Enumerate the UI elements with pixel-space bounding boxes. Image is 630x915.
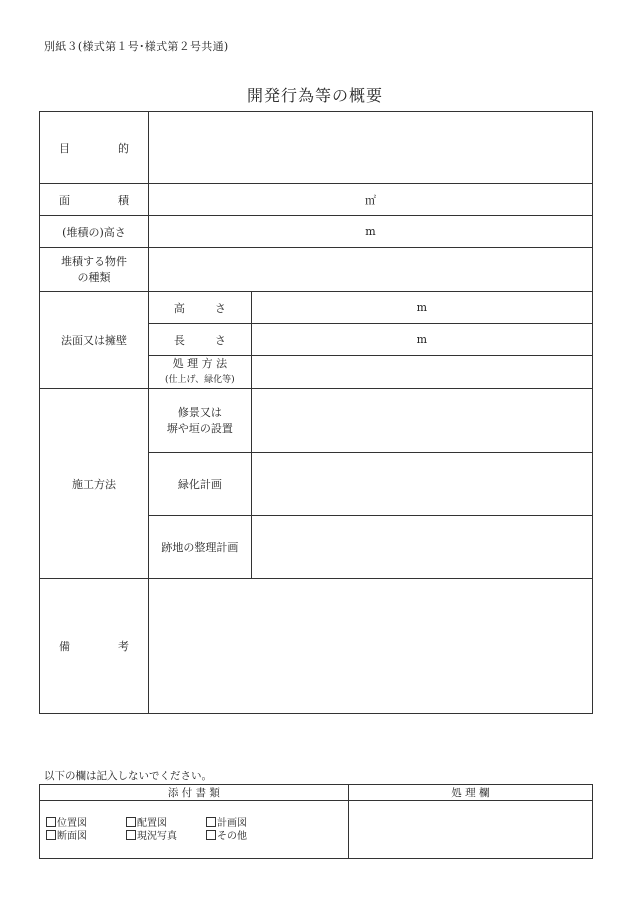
- slope-length-label: 長 さ: [148, 324, 251, 356]
- checkbox-other[interactable]: その他: [206, 830, 286, 843]
- site-restore-value[interactable]: [251, 516, 592, 579]
- area-row: [40, 184, 593, 216]
- slope-length-unit: m: [416, 333, 428, 346]
- area-unit: ㎡: [364, 193, 376, 207]
- area-label: 面 積: [40, 184, 149, 216]
- process-header: 処 理 欄: [348, 785, 592, 801]
- checkbox-section-map[interactable]: 断面図: [46, 830, 126, 843]
- slope-height-value[interactable]: [251, 292, 592, 324]
- slope-height-row: [40, 292, 593, 324]
- checkbox-icon: [46, 817, 56, 827]
- slope-height-label: 高 さ: [148, 292, 251, 324]
- checkbox-icon: [46, 830, 56, 840]
- greening-label: 緑化計画: [148, 453, 251, 516]
- purpose-row: [40, 112, 593, 184]
- remarks-value[interactable]: [148, 579, 592, 714]
- remarks-row: [40, 579, 593, 714]
- checkbox-icon: [126, 817, 136, 827]
- treatment-sub-label: (仕上げ、緑化等): [165, 375, 235, 385]
- landscape-label: 修景又は 塀や垣の設置: [148, 389, 251, 453]
- treatment-value[interactable]: [251, 356, 592, 389]
- process-cell: [348, 801, 592, 859]
- slope-label: 法面又は擁壁: [40, 292, 149, 389]
- treatment-label: 処 理 方 法 (仕上げ、緑化等): [148, 356, 251, 389]
- overview-table: [39, 111, 593, 714]
- checkbox-layout-map[interactable]: 配置図: [126, 817, 206, 830]
- site-restore-label: 跡地の整理計画: [148, 516, 251, 579]
- greening-value[interactable]: [251, 453, 592, 516]
- construction-label: 施工方法: [40, 389, 149, 579]
- office-use-table: [39, 784, 593, 859]
- material-label: 堆積する物件 の種類: [40, 248, 149, 292]
- attach-checkboxes: [40, 801, 349, 859]
- purpose-value[interactable]: [148, 112, 592, 184]
- header-note: 別紙３(様式第１号･様式第２号共通): [44, 40, 229, 53]
- landscape-value[interactable]: [251, 389, 592, 453]
- slope-height-unit: m: [416, 301, 428, 314]
- checkbox-icon: [206, 817, 216, 827]
- slope-length-value[interactable]: [251, 324, 592, 356]
- area-value[interactable]: [148, 184, 592, 216]
- footer-note: 以下の欄は記入しないでください。: [44, 770, 212, 782]
- height-row: [40, 216, 593, 248]
- purpose-label: 目 的: [40, 112, 149, 184]
- checkbox-icon: [206, 830, 216, 840]
- checkbox-plan-map[interactable]: 計画図: [206, 817, 286, 830]
- height-value[interactable]: [148, 216, 592, 248]
- landscape-row: [40, 389, 593, 453]
- remarks-label: 備 考: [40, 579, 149, 714]
- attach-header: 添 付 書 類: [40, 785, 349, 801]
- checkbox-location-map[interactable]: 位置図: [46, 817, 126, 830]
- material-row: [40, 248, 593, 292]
- document-title: 開発行為等の概要: [246, 86, 383, 105]
- height-unit: m: [365, 225, 376, 238]
- material-value[interactable]: [148, 248, 592, 292]
- height-label: (堆積の)高さ: [40, 216, 149, 248]
- checkbox-site-photo[interactable]: 現況写真: [126, 830, 206, 843]
- checkbox-icon: [126, 830, 136, 840]
